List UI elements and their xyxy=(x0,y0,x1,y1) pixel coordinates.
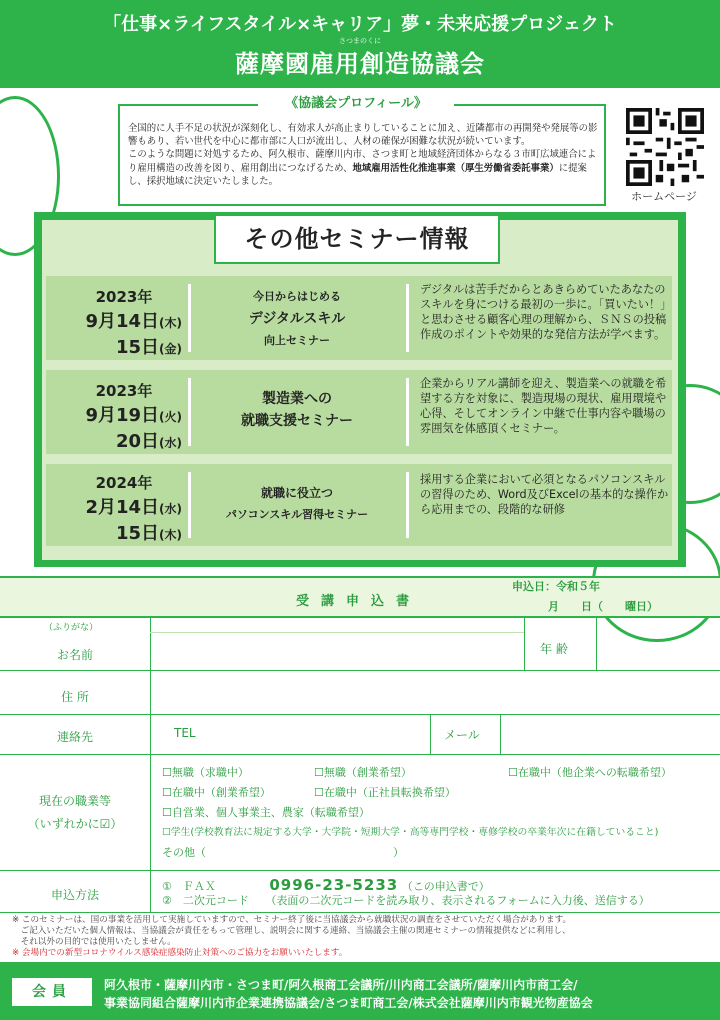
apply-date-line-1: 申込日：令和５年 xyxy=(512,580,600,593)
seminar-description: 企業からリアル講師を迎え、製造業への就職を希望する方を対象に、製造現場の現状、雇用環境や心得、そしてオンライン中継で仕事内容や職場の雰囲気を体感頂くセミナー。 xyxy=(420,377,667,435)
job-option-other[interactable]: その他（ ） xyxy=(162,846,404,859)
seminar-name-line-1: 就職に役立つ xyxy=(260,486,333,500)
form-divider-vertical xyxy=(524,618,525,670)
form-divider xyxy=(0,754,720,755)
apply-date-line-2[interactable]: 月 日（ 曜日） xyxy=(548,600,658,613)
form-divider xyxy=(0,870,720,871)
seminar-year: 2023年 xyxy=(95,382,153,400)
form-divider xyxy=(0,670,720,671)
homepage-label: ホームページ xyxy=(631,190,697,203)
job-option-unemployed-seeking[interactable]: ☐無職（求職中） xyxy=(162,766,249,779)
fax-label: ① ＦＡＸ xyxy=(162,880,216,893)
qr-code-icon[interactable] xyxy=(626,108,704,186)
note-privacy: ご記入いただいた個人情報は、当協議会が責任をもって管理し、説明会に関する連絡、当協議会主催の関連セミナーの情報提供などに利用し、 xyxy=(12,926,571,936)
seminar-row xyxy=(46,464,672,546)
seminar-weekday-2: (金) xyxy=(159,342,182,356)
form-divider-vertical xyxy=(430,714,431,754)
members-line-1: 阿久根市・薩摩川内市・さつま町/阿久根商工会議所/川内商工会議所/薩摩川内市商工会/ xyxy=(104,978,578,992)
profile-paragraph-2: このような問題に対処するため、阿久根市、薩摩川内市、さつま町と地域経済団体からなる３市町広域連合により雇用構造の改善を図り、雇用創出につなげるため、 xyxy=(128,149,597,174)
seminar-date xyxy=(46,286,188,359)
separator xyxy=(406,472,409,538)
separator xyxy=(406,378,409,446)
header-banner xyxy=(0,0,720,88)
mail-label: メール xyxy=(444,728,480,742)
form-divider xyxy=(0,714,720,715)
profile-program-name: 地域雇用活性化推進事業（厚生労働省委託事業） xyxy=(352,162,559,174)
separator xyxy=(406,284,409,352)
seminar-row xyxy=(46,276,672,360)
project-tagline: 「仕事×ライフスタイル×キャリア」夢・未来応援プロジェクト xyxy=(103,14,617,35)
seminar-date-1: 2月14日 xyxy=(85,497,160,518)
members-label: 会員 xyxy=(12,978,92,1006)
age-label: 年 齢 xyxy=(540,642,568,656)
method-label: 申込方法 xyxy=(50,888,99,902)
seminar-weekday-1: (木) xyxy=(159,316,182,330)
seminar-section-title: その他セミナー情報 xyxy=(214,214,500,264)
seminar-name-line-1: 今日からはじめる xyxy=(253,290,341,303)
seminar-name-line-3: 向上セミナー xyxy=(264,334,330,347)
form-divider xyxy=(150,632,524,633)
seminar-description: 採用する企業において必須となるパソコンスキルの習得のため、Word及びExcelの基本的な操作から応用までの、段階的な研修 xyxy=(420,473,669,516)
job-option-unemployed-startup[interactable]: ☐無職（創業希望） xyxy=(314,766,412,779)
tel-label: TEL xyxy=(174,726,196,740)
seminar-description: デジタルは苦手だからとあきらめていたあなたのスキルを身につける最初の一歩に。「買いたい！」と思わさせる顧客心理の理解から、ＳＮＳの投稿作成のポイントや効果的な発信方法が学べます。 xyxy=(420,283,667,341)
org-name-ruby: さつまのくに xyxy=(339,37,381,45)
seminar-name-line-2: パソコンスキル習得セミナー xyxy=(225,508,369,521)
job-label-line-1: 現在の職業等 xyxy=(38,794,111,808)
profile-text xyxy=(128,122,598,188)
form-title: 受講申込書 xyxy=(296,594,422,609)
separator xyxy=(188,284,191,352)
members-list xyxy=(104,976,714,1012)
seminar-name xyxy=(194,388,400,432)
seminar-date-2: 15日 xyxy=(115,523,160,544)
form-divider-vertical xyxy=(596,618,597,670)
name-label: お名前 xyxy=(56,648,93,662)
profile-paragraph-1: 全国的に人手不足の状況が深刻化し、有効求人が高止まりしていることに加え、近隣都市の再開発や発展等の影響もあり、若い世代を中心に都市部に人口が流出し、人材の確保が困難な状況が続いています。 xyxy=(128,123,598,148)
notes xyxy=(12,915,712,959)
job-label xyxy=(0,792,150,832)
profile-title: 《協議会プロフィール》 xyxy=(258,94,454,114)
contact-label: 連絡先 xyxy=(56,730,93,744)
seminar-date-2: 20日 xyxy=(115,431,160,452)
job-option-employed-fulltime[interactable]: ☐在職中（正社員転換希望） xyxy=(314,786,456,799)
job-option-employed-startup[interactable]: ☐在職中（創業希望） xyxy=(162,786,271,799)
profile-paragraph-2-end: に提案し、採択地域に決定いたしました。 xyxy=(128,162,587,187)
form-divider xyxy=(0,912,720,913)
method-qr: ② 二次元コード （表面の二次元コードを読み取り、表示されるフォームに入力後、送信する） xyxy=(162,894,650,907)
form-divider-vertical xyxy=(500,714,501,754)
address-label: 住 所 xyxy=(61,690,89,704)
seminar-date-1: 9月14日 xyxy=(85,311,160,332)
members-line-2: 事業協同組合薩摩川内市企業連携協議会/さつま町商工会/株式会社薩摩川内市観光物産協会 xyxy=(104,996,593,1010)
seminar-name-line-2: 就職支援セミナー xyxy=(241,413,353,429)
seminar-name xyxy=(194,482,400,526)
job-option-student[interactable]: ☐学生(学校教育法に規定する大学・大学院・短期大学・高等専門学校・専修学校の卒業年次に在籍していること) xyxy=(162,827,659,838)
seminar-name xyxy=(194,286,400,352)
form-divider-vertical xyxy=(150,618,151,912)
fax-note: （この申込書で） xyxy=(401,880,490,893)
seminar-weekday-2: (水) xyxy=(159,436,182,450)
seminar-row xyxy=(46,370,672,454)
seminar-weekday-2: (木) xyxy=(159,528,182,542)
org-name: 薩摩國雇用創造協議会 xyxy=(235,50,485,78)
seminar-weekday-1: (火) xyxy=(159,410,182,424)
seminar-year: 2023年 xyxy=(95,288,153,306)
seminar-name-line-2: デジタルスキル xyxy=(248,311,346,327)
application-form xyxy=(0,616,720,912)
profile-box xyxy=(118,104,606,206)
separator xyxy=(188,378,191,446)
seminar-date xyxy=(46,472,188,545)
fax-number: 0996-23-5233 xyxy=(269,876,399,894)
seminar-year: 2024年 xyxy=(95,474,153,492)
seminar-date-2: 15日 xyxy=(115,337,160,358)
note-privacy-cont: それ以外の目的では使用いたしません。 xyxy=(12,937,176,947)
seminar-date xyxy=(46,380,188,453)
note-covid: ※ 会場内での新型コロナウイルス感染症感染防止対策へのご協力をお願いいたします。 xyxy=(12,948,348,958)
seminar-name-line-1: 製造業への xyxy=(262,391,332,407)
furigana-label: （ふりがな） xyxy=(44,623,99,633)
seminar-weekday-1: (水) xyxy=(159,502,182,516)
job-option-employed-change[interactable]: ☐在職中（他企業への転職希望） xyxy=(508,766,672,779)
job-label-line-2: （いずれかに☑） xyxy=(27,817,123,831)
note-survey: ※ このセミナーは、国の事業を活用して実施していますので、セミナー終了後に当協議会から就職状況の調査をさせていただく場合があります。 xyxy=(12,915,572,925)
seminar-date-1: 9月19日 xyxy=(85,405,160,426)
job-option-self-employed[interactable]: ☐自営業、個人事業主、農家（転職希望） xyxy=(162,806,370,819)
separator xyxy=(188,472,191,538)
